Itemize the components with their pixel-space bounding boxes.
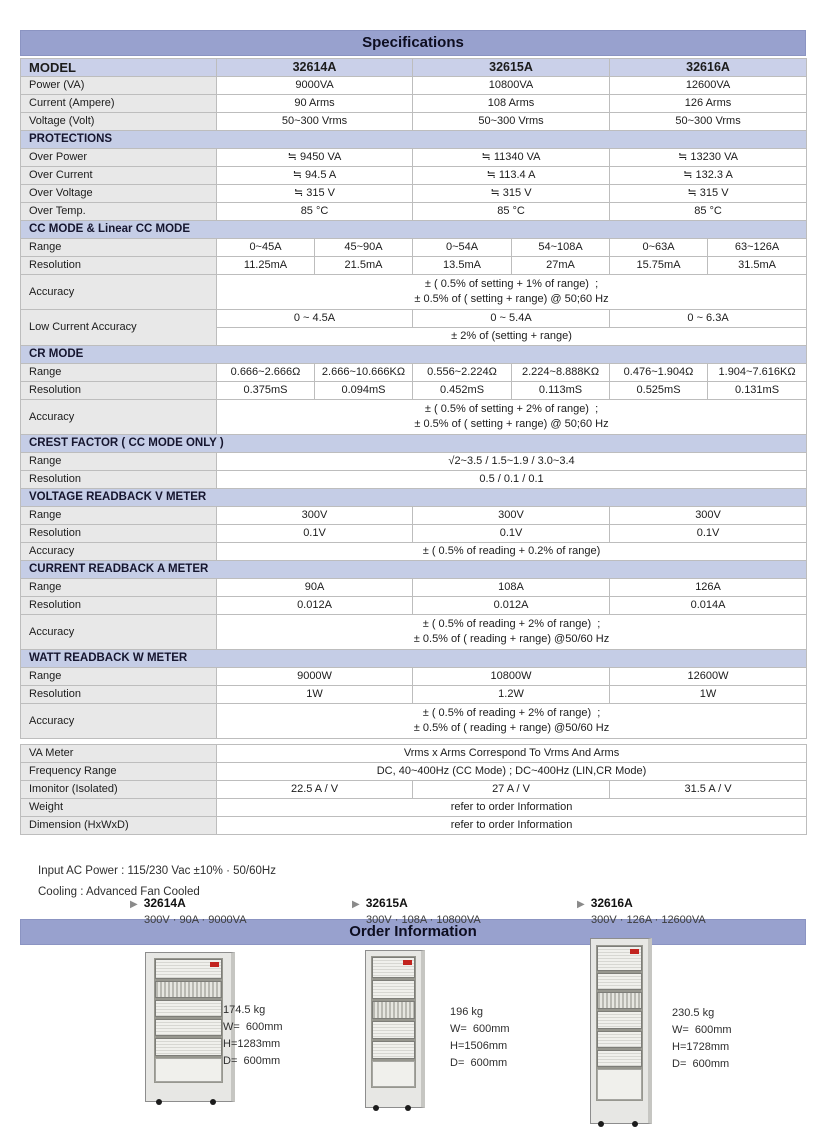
row-label: Frequency Range	[21, 763, 217, 781]
over-current-value: ≒ 113.4 A	[413, 167, 610, 185]
product-rating: 300V · 126A · 12600VA	[591, 914, 706, 926]
cr-range-value: 0.556~2.224Ω	[413, 364, 512, 382]
rack-module	[372, 957, 415, 978]
row-label: Current (Ampere)	[21, 95, 217, 113]
section-cr-mode	[21, 346, 807, 364]
wmeter-resolution-value: 1W	[610, 686, 807, 704]
product-weight: 196 kg	[450, 1006, 484, 1018]
voltage-value: 50~300 Vrms	[217, 113, 413, 131]
cc-range-value: 63~126A	[708, 239, 807, 257]
section-title: PROTECTIONS	[21, 131, 807, 149]
row-label: Resolution	[21, 382, 217, 400]
model-label: MODEL	[21, 59, 217, 77]
dimension-row	[21, 817, 807, 835]
cr-range-value: 2.666~10.666KΩ	[315, 364, 413, 382]
vmeter-range-value: 300V	[217, 507, 413, 525]
cr-resolution-value: 0.375mS	[217, 382, 315, 400]
cr-resolution-value: 0.094mS	[315, 382, 413, 400]
ameter-accuracy-row	[21, 615, 807, 650]
row-label: Over Power	[21, 149, 217, 167]
rack-module	[155, 959, 223, 979]
section-protections	[21, 131, 807, 149]
section-title: CR MODE	[21, 346, 807, 364]
spec-content	[20, 30, 806, 945]
section-title: CREST FACTOR ( CC MODE ONLY )	[21, 435, 807, 453]
row-label: Accuracy	[21, 275, 217, 310]
crest-resolution-value: 0.5 / 0.1 / 0.1	[217, 471, 807, 489]
product-width: W= 600mm	[672, 1024, 732, 1036]
wmeter-accuracy-value	[217, 704, 807, 739]
rack-blank-panel	[597, 1069, 642, 1100]
product-model-heading	[577, 896, 633, 910]
over-voltage-value: ≒ 315 V	[217, 185, 413, 203]
rack-module	[372, 1021, 415, 1039]
section-title: WATT READBACK W METER	[21, 650, 807, 668]
product-model-heading	[352, 896, 408, 910]
rack-vent-module	[155, 981, 223, 998]
product-rating: 300V · 108A · 10800VA	[366, 914, 481, 926]
model-32614a: 32614A	[217, 59, 413, 77]
cc-resolution-value: 21.5mA	[315, 257, 413, 275]
rack-module	[597, 973, 642, 990]
display-badge	[210, 962, 219, 967]
current-value: 108 Arms	[413, 95, 610, 113]
vmeter-accuracy-value: ± ( 0.5% of reading + 0.2% of range)	[217, 543, 807, 561]
weight-row	[21, 799, 807, 817]
current-value: 90 Arms	[217, 95, 413, 113]
wmeter-resolution-row	[21, 686, 807, 704]
product-height: H=1506mm	[450, 1040, 508, 1052]
cc-resolution-value: 13.5mA	[413, 257, 512, 275]
power-value: 12600VA	[610, 77, 807, 95]
display-badge	[403, 960, 412, 965]
accuracy-line: ± ( 0.5% of reading + 2% of range) ;	[422, 618, 601, 630]
vmeter-resolution-row	[21, 525, 807, 543]
accuracy-line: ± 0.5% of ( setting + range) @ 50;60 Hz	[414, 418, 609, 430]
row-label: Weight	[21, 799, 217, 817]
over-temp-value: 85 °C	[413, 203, 610, 221]
specifications-table	[20, 58, 807, 835]
cr-resolution-value: 0.113mS	[512, 382, 610, 400]
power-value: 9000VA	[217, 77, 413, 95]
vmeter-range-value: 300V	[413, 507, 610, 525]
ameter-range-value: 90A	[217, 579, 413, 597]
model-32616a: 32616A	[610, 59, 807, 77]
cooling-note: Cooling : Advanced Fan Cooled	[38, 886, 200, 898]
product-dimensions	[223, 1002, 283, 1070]
voltage-value: 50~300 Vrms	[413, 113, 610, 131]
wmeter-range-value: 9000W	[217, 668, 413, 686]
power-row	[21, 77, 807, 95]
ameter-range-row	[21, 579, 807, 597]
cc-resolution-value: 15.75mA	[610, 257, 708, 275]
product-depth: D= 600mm	[450, 1057, 508, 1069]
row-label: Range	[21, 668, 217, 686]
over-voltage-value: ≒ 315 V	[413, 185, 610, 203]
rack-module	[372, 1041, 415, 1059]
section-title: CC MODE & Linear CC MODE	[21, 221, 807, 239]
wmeter-resolution-value: 1W	[217, 686, 413, 704]
rack-module	[597, 1031, 642, 1048]
row-label: Imonitor (Isolated)	[21, 781, 217, 799]
current-value: 126 Arms	[610, 95, 807, 113]
product-image-32616a	[590, 938, 652, 1124]
row-label: Accuracy	[21, 543, 217, 561]
product-rating: 300V · 90A · 9000VA	[144, 914, 247, 926]
cc-resolution-value: 31.5mA	[708, 257, 807, 275]
crest-range-row	[21, 453, 807, 471]
row-label: Resolution	[21, 686, 217, 704]
cc-range-value: 45~90A	[315, 239, 413, 257]
section-current-readback	[21, 561, 807, 579]
low-current-range: 0 ~ 4.5A	[217, 310, 413, 328]
product-image-32614a	[145, 952, 235, 1102]
imonitor-value: 27 A / V	[413, 781, 610, 799]
cr-accuracy-row	[21, 400, 807, 435]
product-depth: D= 600mm	[223, 1055, 281, 1067]
over-voltage-row	[21, 185, 807, 203]
input-ac-power-note: Input AC Power : 115/230 Vac ±10% · 50/60Hz	[38, 865, 276, 877]
cr-resolution-value: 0.131mS	[708, 382, 807, 400]
dimension-value: refer to order Information	[217, 817, 807, 835]
rack-module	[597, 1011, 642, 1028]
rack-front-panel	[596, 945, 643, 1100]
rack-front-panel	[154, 958, 224, 1083]
cc-range-row	[21, 239, 807, 257]
product-weight: 230.5 kg	[672, 1007, 715, 1019]
row-label: VA Meter	[21, 745, 217, 763]
row-label: Range	[21, 364, 217, 382]
triangle-bullet-icon: ▶	[130, 899, 138, 910]
cc-range-value: 0~54A	[413, 239, 512, 257]
over-power-row	[21, 149, 807, 167]
rack-module	[155, 1019, 223, 1036]
display-badge	[630, 949, 639, 954]
crest-range-value: √2~3.5 / 1.5~1.9 / 3.0~3.4	[217, 453, 807, 471]
row-label: Over Voltage	[21, 185, 217, 203]
imonitor-value: 31.5 A / V	[610, 781, 807, 799]
cc-accuracy-value	[217, 275, 807, 310]
cc-range-value: 0~45A	[217, 239, 315, 257]
cr-accuracy-value	[217, 400, 807, 435]
caster-wheel	[373, 1105, 379, 1111]
section-crest-factor	[21, 435, 807, 453]
accuracy-line: ± 0.5% of ( reading + range) @50/60 Hz	[413, 633, 610, 645]
low-current-range: 0 ~ 5.4A	[413, 310, 610, 328]
wmeter-range-value: 10800W	[413, 668, 610, 686]
row-label: Resolution	[21, 257, 217, 275]
row-label: Accuracy	[21, 704, 217, 739]
cr-range-row	[21, 364, 807, 382]
section-title: CURRENT READBACK A METER	[21, 561, 807, 579]
accuracy-line: ± 0.5% of ( setting + range) @ 50;60 Hz	[414, 293, 609, 305]
rack-vent-module	[597, 992, 642, 1009]
section-voltage-readback	[21, 489, 807, 507]
rack-module	[597, 946, 642, 971]
specifications-title-bar: Specifications	[20, 30, 806, 56]
wmeter-resolution-value: 1.2W	[413, 686, 610, 704]
rack-blank-panel	[372, 1061, 415, 1087]
row-label: Low Current Accuracy	[21, 310, 217, 346]
rack-module	[155, 1038, 223, 1055]
model-row	[21, 59, 807, 77]
over-current-value: ≒ 132.3 A	[610, 167, 807, 185]
crest-resolution-row	[21, 471, 807, 489]
row-label: Range	[21, 507, 217, 525]
row-label: Range	[21, 453, 217, 471]
vmeter-resolution-value: 0.1V	[610, 525, 807, 543]
rack-module	[597, 1050, 642, 1067]
accuracy-line: ± ( 0.5% of setting + 1% of range) ;	[424, 278, 599, 290]
row-label: Over Temp.	[21, 203, 217, 221]
over-power-value: ≒ 11340 VA	[413, 149, 610, 167]
rack-front-panel	[371, 956, 416, 1088]
ameter-range-value: 126A	[610, 579, 807, 597]
cc-resolution-value: 27mA	[512, 257, 610, 275]
cc-resolution-value: 11.25mA	[217, 257, 315, 275]
ameter-resolution-value: 0.012A	[217, 597, 413, 615]
low-current-accuracy-row	[21, 310, 807, 328]
row-label: Accuracy	[21, 615, 217, 650]
row-label: Over Current	[21, 167, 217, 185]
ameter-range-value: 108A	[413, 579, 610, 597]
power-value: 10800VA	[413, 77, 610, 95]
accuracy-line: ± ( 0.5% of reading + 2% of range) ;	[422, 707, 601, 719]
low-current-accuracy-value: ± 2% of (setting + range)	[217, 328, 807, 346]
caster-wheel	[598, 1121, 604, 1127]
row-label: Range	[21, 239, 217, 257]
product-height: H=1728mm	[672, 1041, 730, 1053]
row-label: Power (VA)	[21, 77, 217, 95]
over-current-value: ≒ 94.5 A	[217, 167, 413, 185]
ameter-accuracy-value	[217, 615, 807, 650]
row-label: Resolution	[21, 525, 217, 543]
caster-wheel	[156, 1099, 162, 1105]
triangle-bullet-icon: ▶	[352, 899, 360, 910]
cc-range-value: 0~63A	[610, 239, 708, 257]
accuracy-line: ± 0.5% of ( reading + range) @50/60 Hz	[413, 722, 610, 734]
product-height: H=1283mm	[223, 1038, 281, 1050]
order-products	[0, 884, 826, 1146]
product-depth: D= 600mm	[672, 1058, 730, 1070]
voltage-row	[21, 113, 807, 131]
va-meter-row	[21, 745, 807, 763]
triangle-bullet-icon: ▶	[577, 899, 585, 910]
ameter-resolution-row	[21, 597, 807, 615]
product-dimensions	[450, 1004, 510, 1072]
row-label: Resolution	[21, 471, 217, 489]
cr-resolution-value: 0.452mS	[413, 382, 512, 400]
over-power-value: ≒ 9450 VA	[217, 149, 413, 167]
ameter-resolution-value: 0.014A	[610, 597, 807, 615]
caster-wheel	[632, 1121, 638, 1127]
product-model: 32616A	[590, 896, 633, 910]
wmeter-range-value: 12600W	[610, 668, 807, 686]
cc-accuracy-row	[21, 275, 807, 310]
order-information-title-bar: Order Information	[20, 919, 806, 945]
section-title: VOLTAGE READBACK V METER	[21, 489, 807, 507]
product-model: 32615A	[365, 896, 408, 910]
product-weight: 174.5 kg	[223, 1004, 266, 1016]
vmeter-range-row	[21, 507, 807, 525]
over-current-row	[21, 167, 807, 185]
section-cc-mode	[21, 221, 807, 239]
ameter-resolution-value: 0.012A	[413, 597, 610, 615]
section-watt-readback	[21, 650, 807, 668]
cr-range-value: 2.224~8.888KΩ	[512, 364, 610, 382]
rack-module	[155, 1000, 223, 1017]
product-dimensions	[672, 1005, 732, 1073]
over-temp-value: 85 °C	[217, 203, 413, 221]
rack-blank-panel	[155, 1058, 223, 1083]
cr-range-value: 1.904~7.616KΩ	[708, 364, 807, 382]
caster-wheel	[405, 1105, 411, 1111]
product-width: W= 600mm	[223, 1021, 283, 1033]
voltage-value: 50~300 Vrms	[610, 113, 807, 131]
over-temp-value: 85 °C	[610, 203, 807, 221]
model-32615a: 32615A	[413, 59, 610, 77]
cr-resolution-value: 0.525mS	[610, 382, 708, 400]
current-row	[21, 95, 807, 113]
product-model: 32614A	[143, 896, 186, 910]
vmeter-resolution-value: 0.1V	[413, 525, 610, 543]
frequency-range-row	[21, 763, 807, 781]
cc-range-value: 54~108A	[512, 239, 610, 257]
row-label: Range	[21, 579, 217, 597]
wmeter-accuracy-row	[21, 704, 807, 739]
cr-resolution-row	[21, 382, 807, 400]
cr-range-value: 0.666~2.666Ω	[217, 364, 315, 382]
caster-wheel	[210, 1099, 216, 1105]
rack-module	[372, 980, 415, 998]
weight-value: refer to order Information	[217, 799, 807, 817]
cr-range-value: 0.476~1.904Ω	[610, 364, 708, 382]
wmeter-range-row	[21, 668, 807, 686]
product-model-heading	[130, 896, 186, 910]
vmeter-resolution-value: 0.1V	[217, 525, 413, 543]
row-label: Accuracy	[21, 400, 217, 435]
product-width: W= 600mm	[450, 1023, 510, 1035]
product-image-32615a	[365, 950, 425, 1108]
low-current-range: 0 ~ 6.3A	[610, 310, 807, 328]
rack-vent-module	[372, 1001, 415, 1019]
vmeter-range-value: 300V	[610, 507, 807, 525]
over-power-value: ≒ 13230 VA	[610, 149, 807, 167]
accuracy-line: ± ( 0.5% of setting + 2% of range) ;	[424, 403, 599, 415]
over-voltage-value: ≒ 315 V	[610, 185, 807, 203]
row-label: Resolution	[21, 597, 217, 615]
over-temp-row	[21, 203, 807, 221]
vmeter-accuracy-row	[21, 543, 807, 561]
row-label: Dimension (HxWxD)	[21, 817, 217, 835]
imonitor-value: 22.5 A / V	[217, 781, 413, 799]
va-meter-value: Vrms x Arms Correspond To Vrms And Arms	[217, 745, 807, 763]
frequency-range-value: DC, 40~400Hz (CC Mode) ; DC~400Hz (LIN,CR Mode)	[217, 763, 807, 781]
cc-resolution-row	[21, 257, 807, 275]
imonitor-row	[21, 781, 807, 799]
row-label: Voltage (Volt)	[21, 113, 217, 131]
